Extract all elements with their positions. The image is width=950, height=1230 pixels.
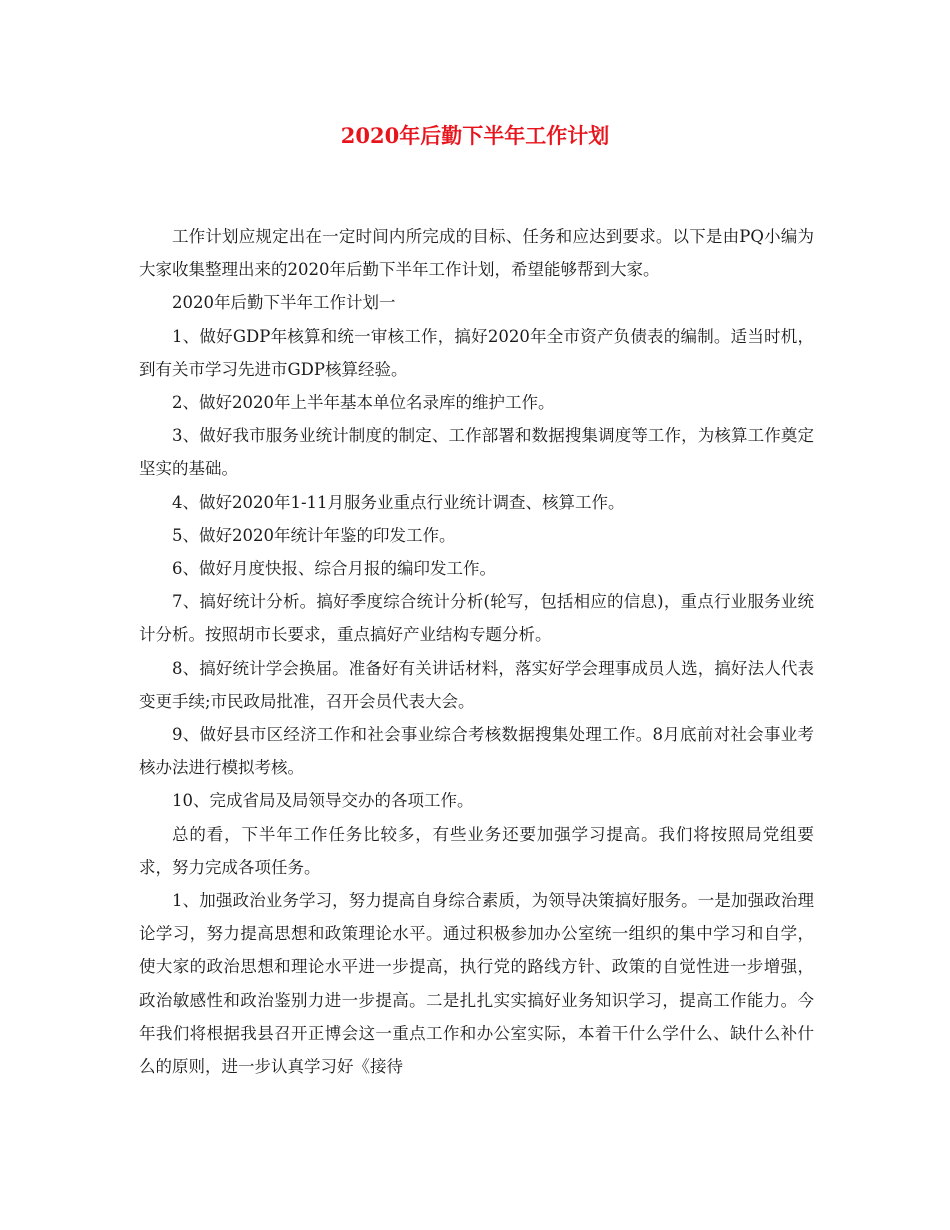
paragraph-item-4: 4、做好2020年1-11月服务业重点行业统计调查、核算工作。 [172, 492, 625, 512]
paragraph-item-5: 5、做好2020年统计年鉴的印发工作。 [172, 525, 456, 545]
paragraph-item-3: 3、做好我市服务业统计制度的制定、工作部署和数据搜集调度等工作，为核算工作奠定坚实的基础。 [139, 426, 814, 479]
paragraph-item-6: 6、做好月度快报、综合月报的编印发工作。 [172, 559, 496, 579]
paragraph-item-1: 1、做好GDP年核算和统一审核工作，搞好2020年全市资产负债表的编制。适当时机，到有关市学习先进市GDP核算经验。 [139, 326, 814, 379]
document-title: 2020年后勤下半年工作计划 [340, 123, 610, 148]
section-heading: 2020年后勤下半年工作计划一 [172, 293, 396, 313]
paragraph-study: 1、加强政治业务学习，努力提高自身综合素质，为领导决策搞好服务。一是加强政治理论学习，努力提高思想和政策理论水平。通过积极参加办公室统一组织的集中学习和自学，使大家的政治思想和理论水平进一步提高，执行党的路线方针、政策的自觉性进一步增强，政治敏感性和政治鉴别力进一步提高。二是扎扎实实搞好业务知识学习，提高工作能力。今年我们将根据我县召开正博会这一重点工作和办公室实际，本着干什么学什么、缺什么补什么的原则，进一步认真学习好《接待 [139, 891, 814, 1077]
paragraph-intro: 工作计划应规定出在一定时间内所完成的目标、任务和应达到要求。以下是由PQ小编为大家收集整理出来的2020年后勤下半年工作计划，希望能够帮到大家。 [139, 227, 814, 280]
document-body [139, 220, 814, 1083]
paragraph-summary: 总的看，下半年工作任务比较多，有些业务还要加强学习提高。我们将按照局党组要求，努力完成各项任务。 [139, 824, 814, 877]
paragraph-item-9: 9、做好县市区经济工作和社会事业综合考核数据搜集处理工作。8月底前对社会事业考核办法进行模拟考核。 [139, 725, 814, 778]
paragraph-item-2: 2、做好2020年上半年基本单位名录库的维护工作。 [172, 393, 555, 413]
paragraph-item-7: 7、搞好统计分析。搞好季度综合统计分析(轮写，包括相应的信息)，重点行业服务业统计分析。按照胡市长要求，重点搞好产业结构专题分析。 [139, 592, 814, 645]
paragraph-item-8: 8、搞好统计学会换届。准备好有关讲话材料，落实好学会理事成员人选，搞好法人代表变更手续;市民政局批准，召开会员代表大会。 [139, 658, 814, 711]
paragraph-item-10: 10、完成省局及局领导交办的各项工作。 [172, 791, 474, 811]
